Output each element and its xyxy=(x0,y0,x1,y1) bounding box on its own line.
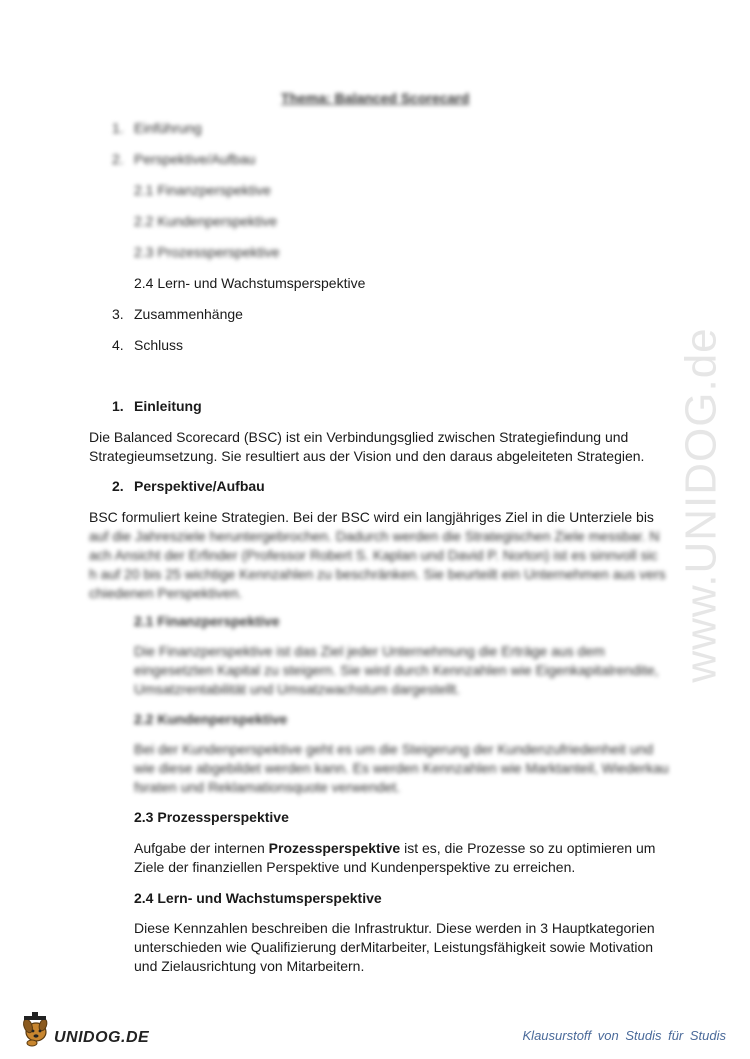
toc-subitem: 2.2 Kundenperspektive xyxy=(134,213,278,229)
section-heading: Perspektive/Aufbau xyxy=(134,478,265,494)
toc-subitem: 2.3 Prozessperspektive xyxy=(134,244,280,260)
paragraph-line: Umsatzrentabilität und Umsatzwachstum dargestellt. xyxy=(134,681,461,697)
paragraph-line: eingesetzten Kapital zu steigern. Sie wird durch Kennzahlen wie Eigenkapitalrendite, xyxy=(134,662,659,678)
unidog-logo xyxy=(18,1012,158,1048)
toc-item-label: Einführung xyxy=(134,120,202,136)
watermark xyxy=(672,280,732,730)
toc-subitem: 2.1 Finanzperspektive xyxy=(134,182,271,198)
subsection-heading: 2.2 Kundenperspektive xyxy=(134,711,288,727)
toc-item-num: 4. xyxy=(112,337,124,353)
paragraph-line: chiedenen Perspektiven. xyxy=(89,585,243,601)
paragraph-line: Die Finanzperspektive ist das Ziel jeder Unternehmung die Erträge aus dem xyxy=(134,643,605,659)
dog-logo-icon xyxy=(18,1012,158,1048)
paragraph-line: Bei der Kundenperspektive geht es um die Steigerung der Kundenzufriedenheit und xyxy=(134,741,654,757)
paragraph-line: ach Ansicht der Erfinder (Professor Robert S. Kaplan und David P. Norton) ist es sinnvoll sic xyxy=(89,547,658,563)
toc-item: 1. xyxy=(112,120,124,136)
text-run: ist es, die Prozesse so zu optimieren um xyxy=(400,840,656,856)
logo-text: UNIDOG.DE xyxy=(54,1029,150,1046)
emphasis-text: Prozessperspektive xyxy=(268,840,401,856)
paragraph-line: Die Balanced Scorecard (BSC) ist ein Verbindungsglied zwischen Strategiefindung und xyxy=(89,429,629,445)
subsection-heading: 2.1 Finanzperspektive xyxy=(134,613,280,629)
paragraph-line: h auf 20 bis 25 wichtige Kennzahlen zu beschränken. Sie beurteilt ein Unternehmen aus vers xyxy=(89,566,666,582)
toc-item-label: Zusammenhänge xyxy=(134,306,243,322)
toc-item-label: Perspektive/Aufbau xyxy=(134,151,256,167)
paragraph-line xyxy=(134,839,655,859)
paragraph-line: Strategieumsetzung. Sie resultiert aus der Vision und den daraus abgeleiteten Strategien. xyxy=(89,448,645,464)
section-heading: Einleitung xyxy=(134,398,202,414)
subsection-heading: 2.4 Lern- und Wachstumsperspektive xyxy=(134,890,382,906)
paragraph-line: Diese Kennzahlen beschreiben die Infrastruktur. Diese werden in 3 Hauptkategorien xyxy=(134,920,655,936)
section-number: 1. xyxy=(112,398,124,414)
paragraph-line: fsraten und Reklamationsquote verwendet. xyxy=(134,779,401,795)
section-number: 2. xyxy=(112,478,124,494)
paragraph-line: auf die Jahresziele heruntergebrochen. Dadurch werden die Strategischen Ziele messbar. N xyxy=(89,528,660,544)
subsection-heading: 2.3 Prozessperspektive xyxy=(134,809,289,825)
watermark-text: www.UNIDOG.de xyxy=(677,327,727,683)
footer-tagline: Klausurstoff von Studis für Studis xyxy=(522,1028,726,1043)
toc-item-num: 3. xyxy=(112,306,124,322)
document-title: Thema: Balanced Scorecard xyxy=(281,90,470,106)
paragraph-line: unterschieden wie Qualifizierung derMitarbeiter, Leistungsfähigkeit sowie Motivation xyxy=(134,939,654,955)
toc-item-label: Schluss xyxy=(134,337,184,353)
paragraph-line: wie diese abgebildet werden kann. Es werden Kennzahlen wie Marktanteil, Wiederkau xyxy=(134,760,669,776)
paragraph-line: BSC formuliert keine Strategien. Bei der BSC wird ein langjähriges Ziel in die Unterziele bis xyxy=(89,509,654,525)
text-run: Aufgabe der internen xyxy=(134,840,269,856)
paragraph-line: Ziele der finanziellen Perspektive und Kundenperspektive zu erreichen. xyxy=(134,859,576,875)
paragraph-line: und Zielausrichtung von Mitarbeitern. xyxy=(134,958,365,974)
toc-item: 2. xyxy=(112,151,124,167)
toc-subitem: 2.4 Lern- und Wachstumsperspektive xyxy=(134,275,366,291)
